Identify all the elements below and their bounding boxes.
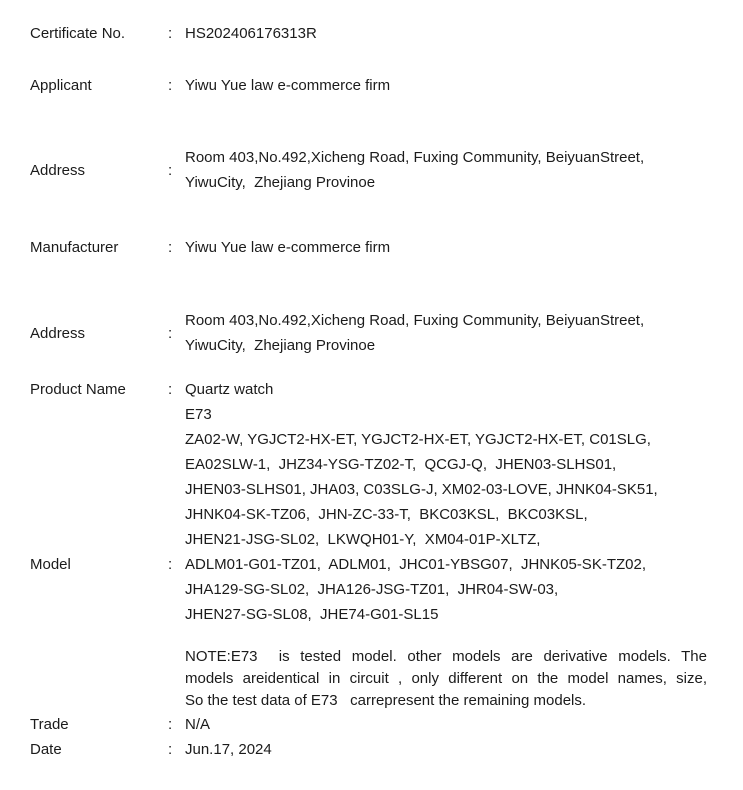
text-line: YiwuCity, Zhejiang Provinoe	[185, 174, 376, 191]
certificate-no-value: HS202406176313R	[185, 25, 317, 42]
text-line: JHEN03-SLHS01, JHA03, C03SLG-J, XM02-03-LOVE, JHNK04-SK51,	[185, 481, 658, 498]
text-line: JHNK04-SK-TZ06, JHN-ZC-33-T, BKC03KSL, BKC03KSL,	[185, 506, 588, 523]
applicant-label: Applicant	[30, 77, 92, 94]
product-name-value	[185, 377, 707, 552]
text-line: So the test data of E73 carrepresent the remaining models.	[185, 692, 587, 709]
text-line: NOTE:E73 is tested model. other models are derivative models. The	[185, 648, 707, 665]
model-label: Model	[30, 556, 71, 573]
model-row	[30, 552, 725, 627]
text-line: models areidentical in circuit , only different on the model names, size,	[185, 670, 707, 687]
manufacturer-label: Manufacturer	[30, 239, 119, 256]
text-line: JHEN21-JSG-SL02, LKWQH01-Y, XM04-01P-XLTZ,	[185, 531, 541, 548]
text-line: Room 403,No.492,Xicheng Road, Fuxing Community, BeiyuanStreet,	[185, 312, 645, 329]
date-row	[30, 737, 725, 762]
colon-separator: :	[168, 381, 173, 398]
manufacturer-row	[30, 235, 725, 260]
certificate-no-row	[30, 21, 725, 46]
note-text	[185, 646, 707, 712]
certificate-no-label: Certificate No.	[30, 25, 126, 42]
note-row	[30, 646, 725, 712]
trade-label: Trade	[30, 716, 69, 733]
text-line: YiwuCity, Zhejiang Provinoe	[185, 337, 376, 354]
applicant-address-value	[185, 145, 707, 195]
text-line: E73	[185, 406, 212, 423]
text-line: JHEN27-SG-SL08, JHE74-G01-SL15	[185, 606, 439, 623]
date-label: Date	[30, 741, 62, 758]
model-value	[185, 552, 707, 627]
colon-separator: :	[168, 77, 173, 94]
manufacturer-address-value	[185, 308, 707, 358]
date-value: Jun.17, 2024	[185, 741, 272, 758]
manufacturer-address-row	[30, 308, 725, 358]
applicant-row	[30, 73, 725, 98]
colon-separator: :	[168, 25, 173, 42]
manufacturer-address-label: Address	[30, 324, 86, 342]
applicant-value: Yiwu Yue law e-commerce firm	[185, 77, 391, 94]
colon-separator: :	[168, 239, 173, 256]
text-line: Room 403,No.492,Xicheng Road, Fuxing Community, BeiyuanStreet,	[185, 149, 645, 166]
trade-row	[30, 712, 725, 737]
colon-separator: :	[168, 556, 173, 573]
product-name-row	[30, 377, 725, 552]
trade-value: N/A	[185, 716, 211, 733]
colon-separator: :	[168, 324, 173, 342]
colon-separator: :	[168, 161, 173, 179]
applicant-address-label: Address	[30, 161, 86, 179]
colon-separator: :	[168, 741, 173, 758]
text-line: JHA129-SG-SL02, JHA126-JSG-TZ01, JHR04-SW-03,	[185, 581, 559, 598]
manufacturer-value: Yiwu Yue law e-commerce firm	[185, 239, 391, 256]
applicant-address-row	[30, 145, 725, 195]
text-line: ZA02-W, YGJCT2-HX-ET, YGJCT2-HX-ET, YGJCT2-HX-ET, C01SLG,	[185, 431, 651, 448]
text-line: EA02SLW-1, JHZ34-YSG-TZ02-T, QCGJ-Q, JHEN03-SLHS01,	[185, 456, 617, 473]
text-line: Quartz watch	[185, 381, 274, 398]
product-name-label: Product Name	[30, 381, 126, 398]
colon-separator: :	[168, 716, 173, 733]
text-line: ADLM01-G01-TZ01, ADLM01, JHC01-YBSG07, JHNK05-SK-TZ02,	[185, 556, 646, 573]
